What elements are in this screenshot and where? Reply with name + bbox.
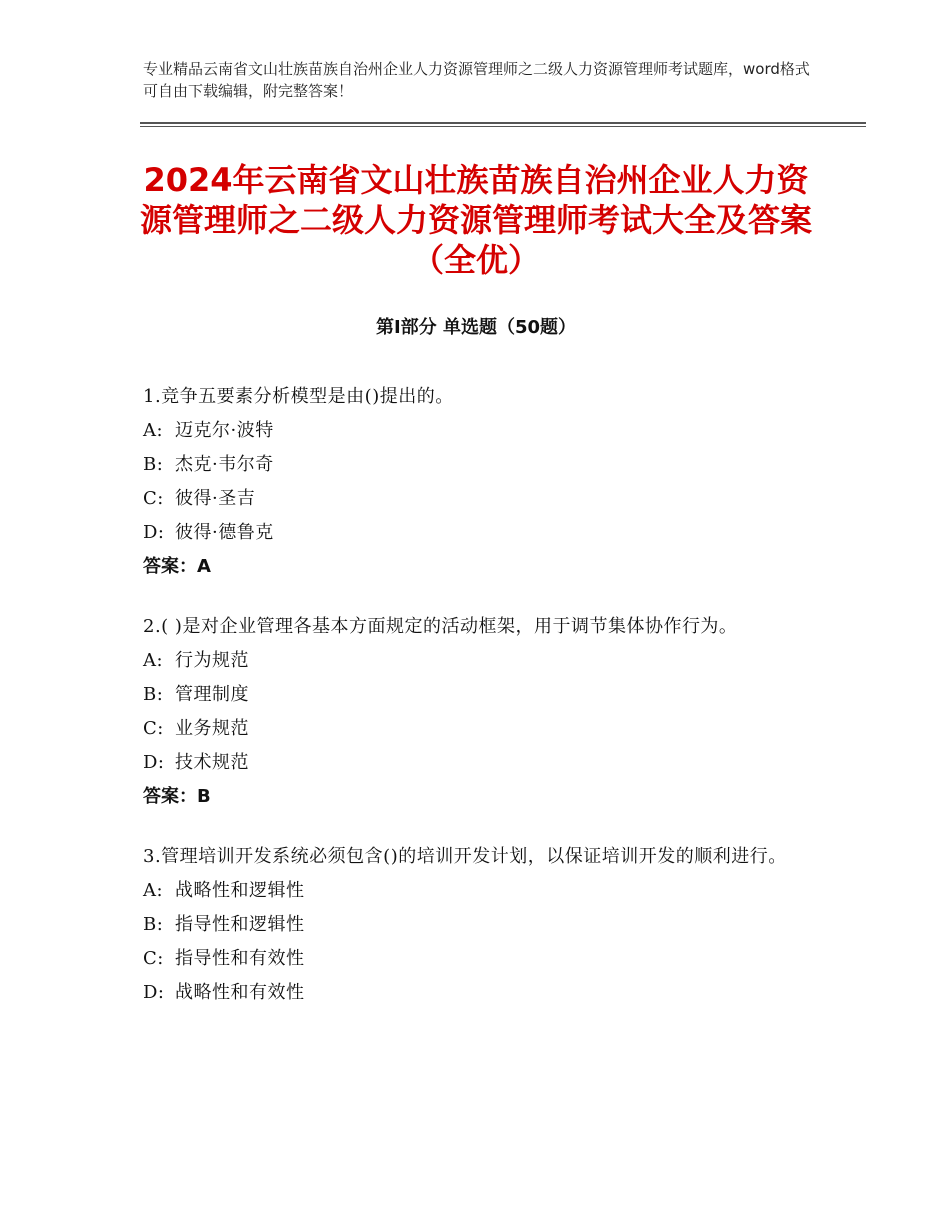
question-text: 3.管理培训开发系统必须包含()的培训开发计划，以保证培训开发的顺利进行。 — [143, 846, 787, 867]
option-text: 技术规范 — [175, 752, 249, 773]
option-d — [143, 976, 813, 1010]
option-c — [143, 482, 813, 516]
option-key: A: — [143, 650, 164, 671]
header-note: 专业精品云南省文山壮族苗族自治州企业人力资源管理师之二级人力资源管理师考试题库，word格式可自由下载编辑，附完整答案！ — [143, 60, 810, 100]
question-2 — [143, 610, 813, 814]
option-a — [143, 414, 813, 448]
option-text: 彼得·德鲁克 — [175, 522, 274, 543]
option-key: B: — [143, 684, 164, 705]
question-1 — [143, 380, 813, 584]
option-key: D: — [143, 752, 165, 773]
option-text: 行为规范 — [175, 650, 249, 671]
option-b — [143, 678, 813, 712]
option-a — [143, 874, 813, 908]
option-c — [143, 712, 813, 746]
option-key: D: — [143, 522, 165, 543]
option-c — [143, 942, 813, 976]
document-title: 2024年云南省文山壮族苗族自治州企业人力资源管理师之二级人力资源管理师考试大全及答案（全优） — [140, 161, 813, 279]
option-text: 战略性和有效性 — [175, 982, 305, 1003]
header-divider — [140, 122, 866, 124]
option-text: 指导性和有效性 — [175, 948, 305, 969]
option-key: A: — [143, 420, 164, 441]
option-text: 业务规范 — [175, 718, 249, 739]
option-key: B: — [143, 914, 164, 935]
question-text: 2.( )是对企业管理各基本方面规定的活动框架，用于调节集体协作行为。 — [143, 616, 738, 637]
option-key: A: — [143, 880, 164, 901]
option-text: 杰克·韦尔奇 — [175, 454, 274, 475]
option-key: B: — [143, 454, 164, 475]
option-d — [143, 516, 813, 550]
option-b — [143, 448, 813, 482]
question-text: 1.竞争五要素分析模型是由()提出的。 — [143, 386, 454, 407]
option-key: C: — [143, 488, 164, 509]
option-a — [143, 644, 813, 678]
option-b — [143, 908, 813, 942]
question-3 — [143, 840, 813, 1010]
option-text: 指导性和逻辑性 — [175, 914, 305, 935]
section-title: 第Ⅰ部分 单选题（50题） — [375, 317, 576, 338]
option-key: D: — [143, 982, 165, 1003]
option-text: 管理制度 — [175, 684, 249, 705]
answer: 答案：A — [143, 556, 211, 577]
option-text: 彼得·圣吉 — [175, 488, 256, 509]
question-list — [143, 380, 813, 1036]
option-text: 战略性和逻辑性 — [175, 880, 305, 901]
header-divider-thin — [140, 126, 866, 127]
answer: 答案：B — [143, 786, 211, 807]
option-key: C: — [143, 948, 164, 969]
option-text: 迈克尔·波特 — [175, 420, 274, 441]
option-d — [143, 746, 813, 780]
option-key: C: — [143, 718, 164, 739]
